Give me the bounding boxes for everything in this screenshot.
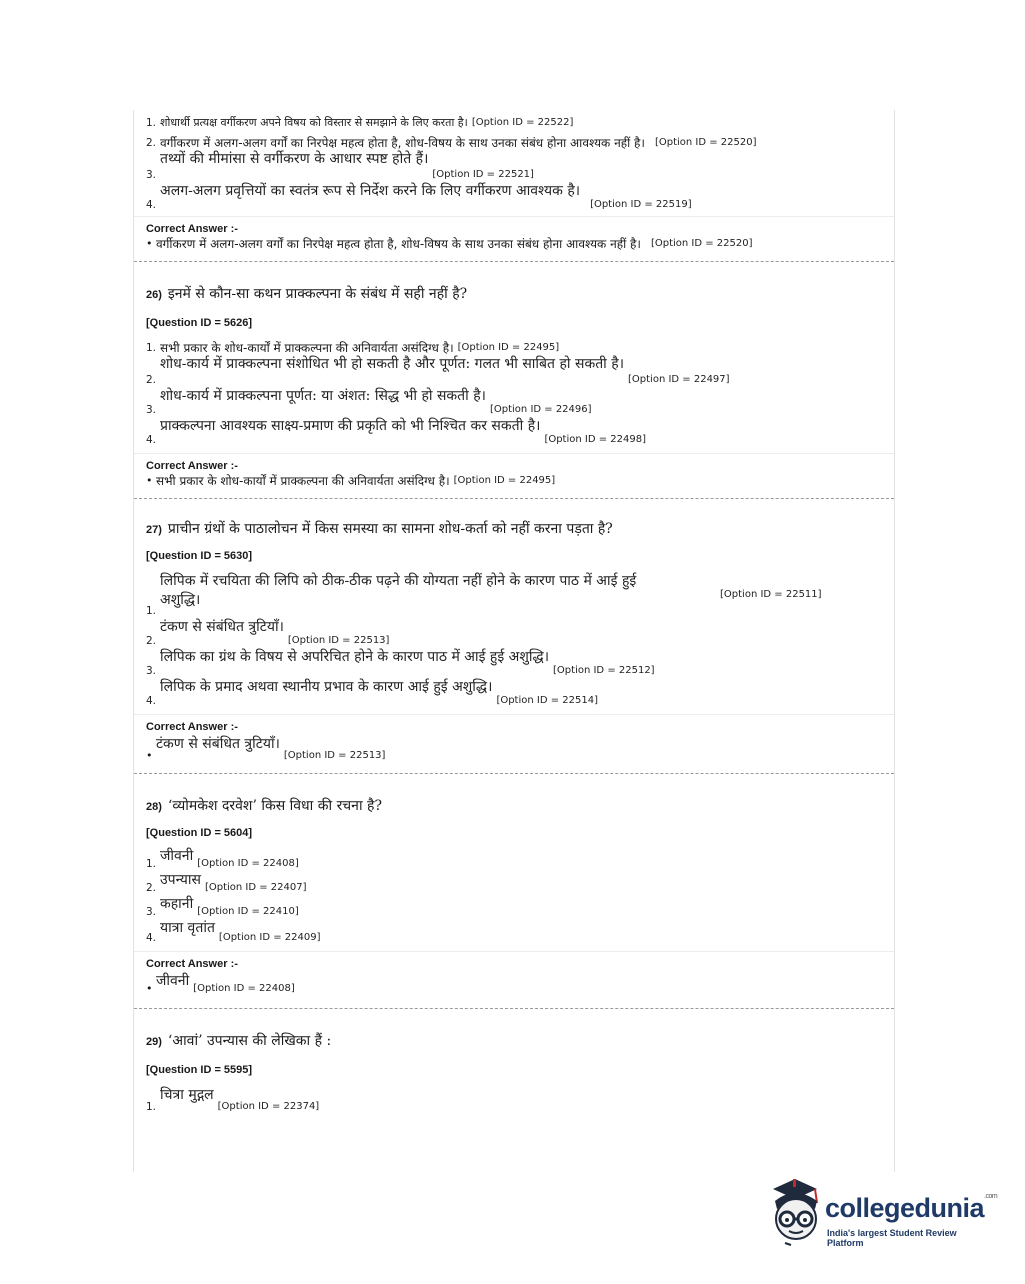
- option-number: 4.: [146, 695, 157, 707]
- option-item: [146, 618, 882, 648]
- option-item: [146, 182, 882, 216]
- option-number: 1.: [146, 117, 157, 129]
- option-id: [Option ID = 22495]: [453, 475, 556, 486]
- option-item: [146, 847, 882, 871]
- option-id: [Option ID = 22497]: [628, 374, 730, 385]
- correct-answer-label: Correct Answer :-: [146, 958, 238, 970]
- logo-suffix: .com: [984, 1193, 998, 1200]
- correct-answer-text: वर्गीकरण में अलग-अलग वर्गों का निरपेक्ष महत्व होता है, शोध-विषय के साथ उनका संबंध होना आवश्यक नहीं है।: [156, 237, 641, 251]
- option-text: चित्रा मुद्गल: [160, 1087, 214, 1103]
- question-id: [Question ID = 5626]: [146, 317, 253, 329]
- option-item: [146, 572, 882, 618]
- option-item: [146, 895, 882, 919]
- option-text: उपन्यास: [160, 872, 201, 888]
- correct-answer-25: [134, 216, 894, 262]
- option-number: 3.: [146, 906, 157, 918]
- correct-answer-label: Correct Answer :-: [146, 223, 238, 235]
- correct-answer-text: टंकण से संबंधित त्रुटियाँ।: [156, 736, 280, 752]
- option-item: [146, 150, 882, 182]
- option-id: [Option ID = 22498]: [544, 434, 646, 445]
- option-id: [Option ID = 22513]: [287, 635, 390, 646]
- option-item: [146, 871, 882, 895]
- option-id: [Option ID = 22495]: [457, 342, 560, 353]
- option-text: तथ्यों की मीमांसा से वर्गीकरण के आधार स्पष्ट होते हैं।: [160, 151, 429, 167]
- question-text: इनमें से कौन-सा कथन प्राक्कल्पना के संबंध में सही नहीं है?: [167, 286, 468, 302]
- option-text: कहानी: [160, 896, 194, 912]
- option-number: 4.: [146, 199, 157, 211]
- option-id: [Option ID = 22513]: [283, 750, 386, 761]
- logo-name: collegedunia: [825, 1193, 985, 1223]
- option-number: 4.: [146, 932, 157, 944]
- correct-answer-row: [146, 237, 882, 255]
- question-title: [146, 284, 882, 303]
- question-text: ‘व्योमकेश दरवेश’ किस विधा की रचना है?: [167, 798, 382, 814]
- option-number: 1.: [146, 1101, 157, 1113]
- question-id: [Question ID = 5595]: [146, 1064, 253, 1076]
- option-text: जीवनी: [160, 848, 194, 864]
- bullet: •: [146, 237, 153, 250]
- option-text-line: लिपिक में रचयिता की लिपि को ठीक-ठीक पढ़ने की योग्यता नहीं होने के कारण पाठ में आई हुई: [160, 573, 637, 589]
- option-text: प्राक्कल्पना आवश्यक साक्ष्य-प्रमाण की प्रकृति को भी निश्चित कर सकती है।: [160, 418, 541, 434]
- option-id: [Option ID = 22522]: [471, 117, 574, 128]
- option-id: [Option ID = 22514]: [496, 695, 598, 706]
- correct-answer-27: [134, 714, 894, 774]
- correct-answer-28: [134, 951, 894, 1009]
- question-id: [Question ID = 5630]: [146, 550, 253, 562]
- correct-answer-row: [146, 474, 882, 492]
- collegedunia-logo: [765, 1175, 998, 1255]
- option-id: [Option ID = 22511]: [720, 589, 822, 600]
- option-item: [146, 339, 882, 355]
- option-number: 2.: [146, 374, 157, 386]
- option-text: शोध-कार्य में प्राक्कल्पना पूर्णत: या अंशत: सिद्ध भी हो सकती है।: [160, 388, 486, 404]
- option-text: वर्गीकरण में अलग-अलग वर्गों का निरपेक्ष महत्व होता है, शोध-विषय के साथ उनका संबंध होना आवश्यक नहीं है।: [160, 136, 645, 150]
- option-number: 1.: [146, 342, 157, 354]
- option-item: [146, 1086, 882, 1114]
- option-text: सभी प्रकार के शोध-कार्यों में प्राक्कल्पना की अनिवार्यता असंदिग्ध है।: [160, 341, 454, 355]
- bullet: •: [146, 749, 153, 762]
- option-item: [146, 417, 882, 453]
- option-item: [146, 919, 882, 951]
- option-number: 2.: [146, 635, 157, 647]
- option-id: [Option ID = 22374]: [217, 1101, 320, 1112]
- question-title: [146, 519, 882, 538]
- question-text: प्राचीन ग्रंथों के पाठालोचन में किस समस्या का सामना शोध-कर्ता को नहीं करना पड़ता है?: [167, 521, 613, 537]
- option-id: [Option ID = 22408]: [193, 983, 295, 994]
- option-id: [Option ID = 22520]: [654, 137, 757, 148]
- correct-answer-text: सभी प्रकार के शोध-कार्यों में प्राक्कल्पना की अनिवार्यता असंदिग्ध है।: [156, 474, 450, 488]
- question-28: [134, 774, 894, 951]
- question-number: 27): [146, 524, 162, 536]
- option-number: 2.: [146, 882, 157, 894]
- question-27: [134, 499, 894, 714]
- option-text: शोध-कार्य में प्राक्कल्पना संशोधित भी हो सकती है और पूर्णत: गलत भी साबित हो सकती है।: [160, 356, 624, 372]
- option-number: 3.: [146, 404, 157, 416]
- option-id: [Option ID = 22409]: [218, 932, 321, 943]
- option-text-block: [160, 572, 720, 610]
- question-text: ‘आवां’ उपन्यास की लेखिका हैं :: [167, 1033, 332, 1049]
- option-item: [146, 114, 882, 130]
- option-text: लिपिक का ग्रंथ के विषय से अपरिचित होने के कारण पाठ में आई हुई अशुद्धि।: [160, 649, 550, 665]
- correct-answer-row: [146, 972, 882, 1002]
- option-number: 2.: [146, 137, 157, 149]
- option-id: [Option ID = 22512]: [553, 665, 655, 676]
- option-id: [Option ID = 22410]: [197, 906, 299, 917]
- option-item: [146, 648, 882, 678]
- question-25-options: [134, 110, 894, 216]
- option-id: [Option ID = 22521]: [432, 169, 534, 180]
- question-26: [134, 262, 894, 453]
- option-text: यात्रा वृतांत: [160, 920, 215, 936]
- option-text: लिपिक के प्रमाद अथवा स्थानीय प्रभाव के कारण आई हुई अशुद्धि।: [160, 679, 493, 695]
- question-number: 29): [146, 1036, 162, 1048]
- option-id: [Option ID = 22408]: [197, 858, 299, 869]
- option-number: 4.: [146, 434, 157, 446]
- question-29: [134, 1009, 894, 1114]
- option-text-line: अशुद्धि।: [160, 592, 201, 608]
- question-title: [146, 1031, 882, 1050]
- correct-answer-row: [146, 735, 882, 767]
- option-id: [Option ID = 22496]: [489, 404, 592, 415]
- option-id: [Option ID = 22519]: [590, 199, 692, 210]
- option-text: अलग-अलग प्रवृत्तियों का स्वतंत्र रूप से निर्देश करने कि लिए वर्गीकरण आवश्यक है।: [160, 183, 581, 199]
- option-text: टंकण से संबंधित त्रुटियाँ।: [160, 619, 284, 635]
- correct-answer-26: [134, 453, 894, 499]
- option-id: [Option ID = 22407]: [204, 882, 307, 893]
- exam-page: [133, 110, 895, 1172]
- correct-answer-text: जीवनी: [156, 973, 190, 989]
- option-item: [146, 678, 882, 714]
- option-item: [146, 387, 882, 417]
- option-item: [146, 355, 882, 387]
- question-id: [Question ID = 5604]: [146, 827, 253, 839]
- bullet: •: [146, 982, 153, 995]
- option-text: शोधार्थी प्रत्यक्ष वर्गीकरण अपने विषय को विस्तार से समझाने के लिए करता है।: [160, 116, 468, 129]
- question-title: [146, 796, 882, 815]
- correct-answer-label: Correct Answer :-: [146, 721, 238, 733]
- bullet: •: [146, 474, 153, 487]
- option-number: 1.: [146, 605, 157, 617]
- option-id: [Option ID = 22520]: [650, 238, 753, 249]
- logo-wordmark: [825, 1193, 997, 1224]
- option-number: 1.: [146, 858, 157, 870]
- correct-answer-label: Correct Answer :-: [146, 460, 238, 472]
- logo-tagline: India's largest Student Review Platform: [827, 1228, 957, 1248]
- option-item: [146, 130, 882, 150]
- question-number: 28): [146, 801, 162, 813]
- question-number: 26): [146, 289, 162, 301]
- option-number: 3.: [146, 665, 157, 677]
- option-number: 3.: [146, 169, 157, 181]
